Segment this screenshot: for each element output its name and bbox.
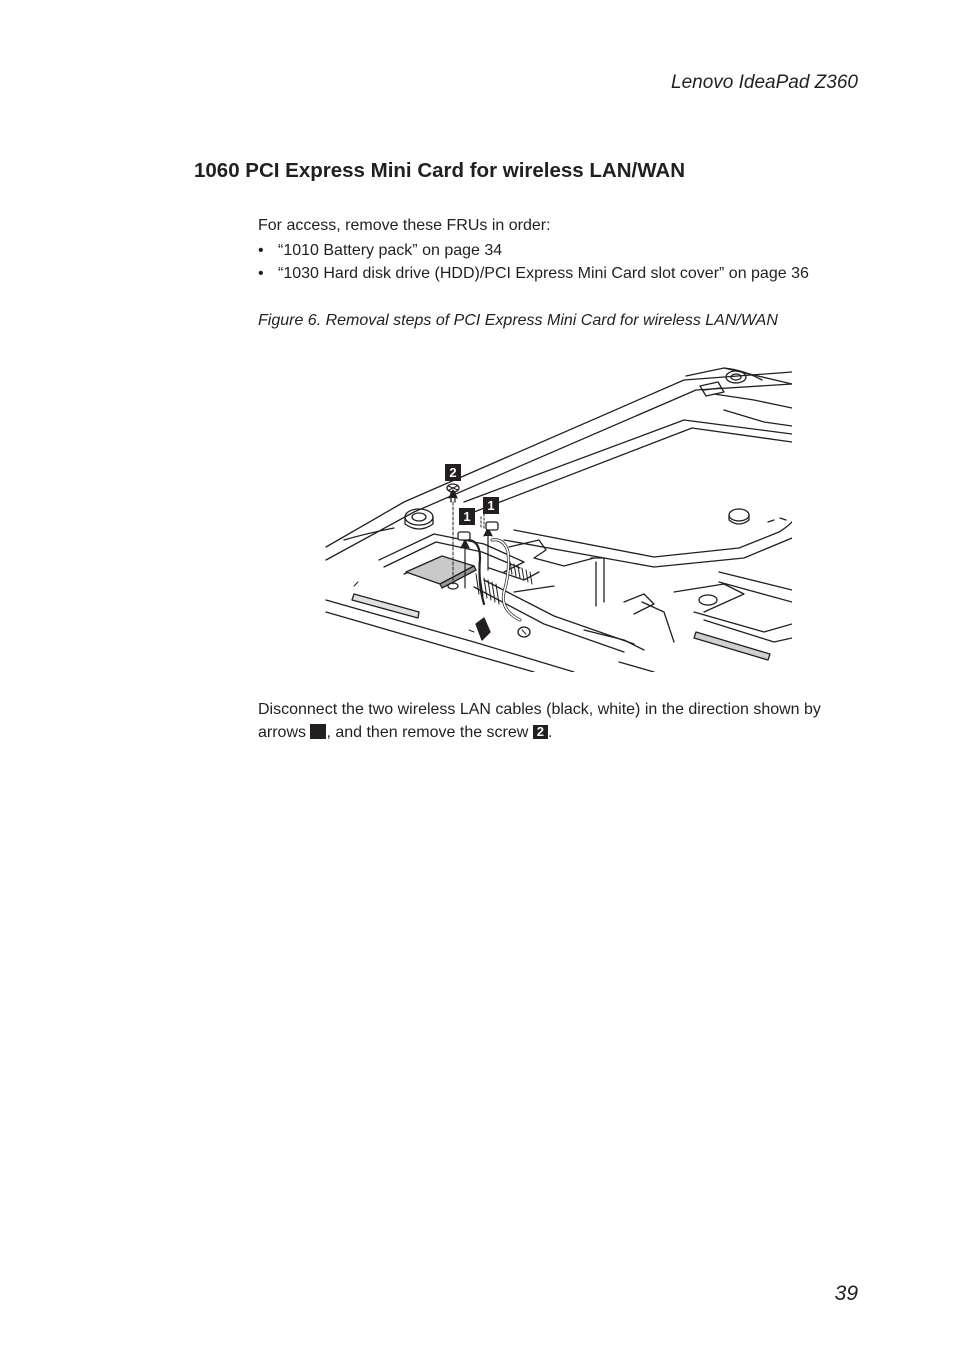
bullet-icon: • <box>258 265 264 282</box>
intro-text: For access, remove these FRUs in order: <box>258 217 551 234</box>
callout-screw-badge: 2 <box>445 464 461 481</box>
callout-black-cable-badge: 1 <box>459 508 475 525</box>
section-title: 1060 PCI Express Mini Card for wireless LAN/WAN <box>194 159 686 182</box>
list-item-text: “1030 Hard disk drive (HDD)/PCI Express Mini Card slot cover” on page 36 <box>278 265 809 282</box>
bullet-icon: • <box>258 242 264 259</box>
arrow-callout-badge <box>310 724 326 739</box>
list-item-text: “1010 Battery pack” on page 34 <box>278 242 503 259</box>
screw-callout-badge: 2 <box>533 725 548 739</box>
instruction-paragraph <box>258 698 870 744</box>
list-item <box>258 240 809 263</box>
page-number: 39 <box>834 1282 858 1305</box>
running-header: Lenovo IdeaPad Z360 <box>671 72 858 93</box>
instruction-text-2: , and then remove the screw <box>326 724 533 741</box>
removal-figure <box>324 362 792 672</box>
callout-white-cable-badge: 1 <box>483 497 499 514</box>
figure-caption: Figure 6. Removal steps of PCI Express Mini Card for wireless LAN/WAN <box>258 312 778 329</box>
list-item <box>258 263 809 286</box>
instruction-text-3: . <box>548 724 553 741</box>
fru-list <box>258 240 809 286</box>
laptop-bottom-illustration <box>324 362 792 672</box>
instruction-text-1: Disconnect the two wireless LAN cables (black, white) in the direction shown by arrows <box>258 701 821 741</box>
